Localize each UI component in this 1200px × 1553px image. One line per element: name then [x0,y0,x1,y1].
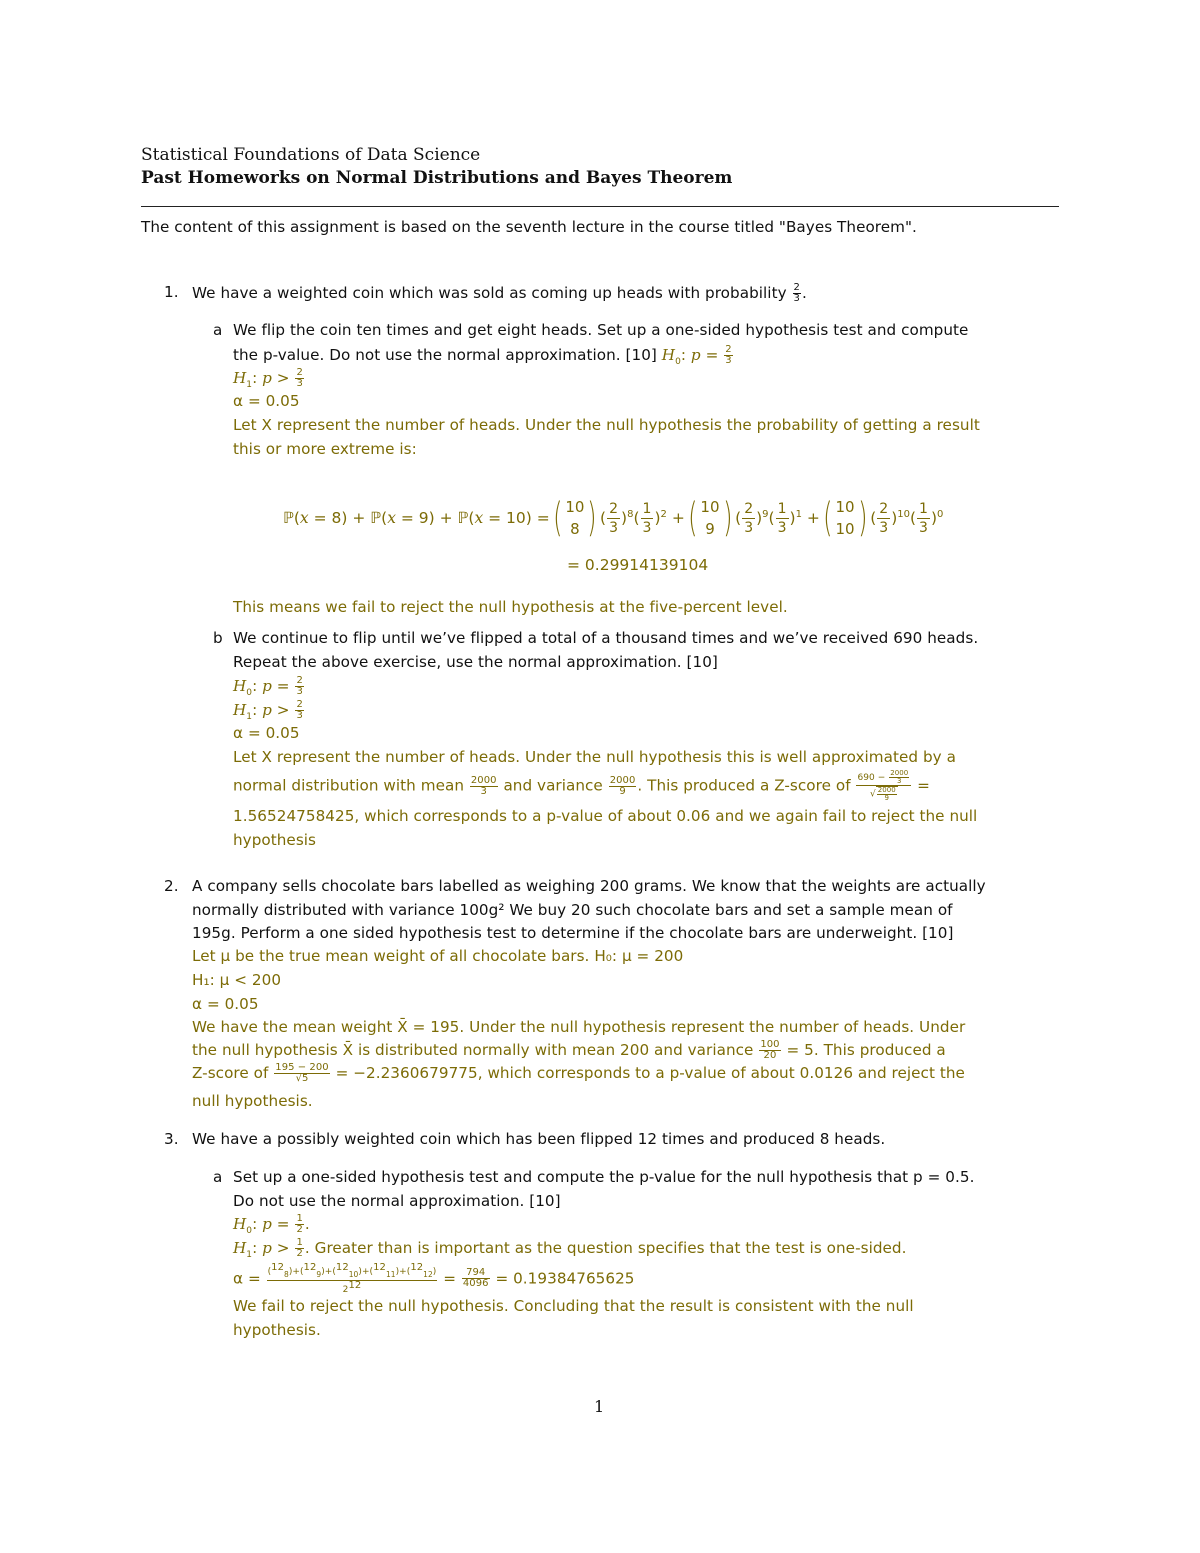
q1a-let-line2: this or more extreme is: [233,440,417,458]
q1b-let-line1: Let X represent the number of heads. Under the null hypothesis this is well approximated by a [233,748,956,766]
assignment-title: Past Homeworks on Normal Distributions and Bayes Theorem [141,168,733,188]
q2-answer-alpha: α = 0.05 [192,995,259,1013]
q2-answer-line1: Let μ be the true mean weight of all chocolate bars. H₀: μ = 200 [192,947,684,965]
q2-number: 2. [164,877,179,895]
q1a-result: = 0.29914139104 [567,556,709,574]
q1a-conclusion: This means we fail to reject the null hypothesis at the five-percent level. [233,598,788,616]
q2-answer-line7: null hypothesis. [192,1092,313,1110]
q2-line2: normally distributed with variance 100g² We buy 20 such chocolate bars and set a sample mean of [192,901,953,919]
q1a-h1: $H_1$: p > $\frac{2}{3}$ [233,367,303,391]
q3a-h1: $H_1$: p > $\frac{1}{2}$ . Greater than is important as the question specifies that the test is one-sided. [233,1237,907,1261]
q1b-h0: $H_0$: p = $\frac{2}{3}$ [233,675,303,699]
q3a-conclusion-line2: hypothesis. [233,1321,321,1339]
q3a-label: a [213,1168,223,1186]
course-title: Statistical Foundations of Data Science [141,145,481,165]
q2-line3: 195g. Perform a one sided hypothesis test to determine if the chocolate bars are underweight. [10] [192,924,954,942]
q3a-text-line2: Do not use the normal approximation. [10] [233,1192,561,1210]
q1a-probability-equation: ℙ(x = 8) + ℙ(x = 9) + ℙ(x = 10) = ( 10 8 ) ( 2 3 )$^8$( 1 3 )$^2$ + ( 10 9 ) ( 2 3 )$^9$( 1 3 )$^1$ + ( 10 10 ) ( 2 3 )$^{10}$( 1 3 )$^0$ [283,495,944,541]
q1b-let-line3: 1.56524758425, which corresponds to a p-value of about 0.06 and we again fail to reject the null [233,807,978,825]
q2-answer-line4: We have the mean weight X̄ = 195. Under the null hypothesis represent the number of heads. Under [192,1018,966,1036]
q3a-h0: $H_0$: p = $\frac{1}{2}$ . [233,1213,310,1237]
q3-text: We have a possibly weighted coin which has been flipped 12 times and produced 8 heads. [192,1130,886,1148]
q3a-conclusion-line1: We fail to reject the null hypothesis. Concluding that the result is consistent with the null [233,1297,914,1315]
q1b-text-line1: We continue to flip until we’ve flipped a total of a thousand times and we’ve received 690 heads. [233,629,979,647]
q1b-alpha: α = 0.05 [233,724,300,742]
q1a-text-line1: We flip the coin ten times and get eight heads. Set up a one-sided hypothesis test and compute [233,321,969,339]
q1b-label: b [213,629,223,647]
q1-text: We have a weighted coin which was sold as coming up heads with probability $\frac{2}{3}$ . [192,282,807,304]
q2-answer-line6: Z-score of $\frac{195 - 200}{√5}$ = −2.2360679775, which corresponds to a p-value of about 0.0126 and reject the [192,1062,965,1084]
q1b-text-line2: Repeat the above exercise, use the normal approximation. [10] [233,653,718,671]
q1a-alpha: α = 0.05 [233,392,300,410]
q1a-text-line2: the p-value. Do not use the normal approximation. [10] $H_0$: p = $\frac{2}{3}$ [233,344,732,368]
q2-line1: A company sells chocolate bars labelled as weighing 200 grams. We know that the weights are actually [192,877,986,895]
intro-text: The content of this assignment is based on the seventh lecture in the course titled "Bayes Theorem". [141,218,917,236]
q2-answer-line5: the null hypothesis X̄ is distributed normally with mean 200 and variance $\frac{100}{20}$ = 5. This produced a [192,1039,946,1061]
q1a-label: a [213,321,223,339]
page-number: 1 [594,1397,605,1416]
header-rule [141,206,1059,207]
q3a-text-line1: Set up a one-sided hypothesis test and compute the p-value for the null hypothesis that p = 0.5. [233,1168,975,1186]
q3a-alpha-equation: α = $\frac{(^{12}_8)+(^{12}_9)+(^{12}_{10})+(^{12}_{11})+(^{12}_{12})}{2^{12}}$ = $\frac{794}{4096}$ = 0.19384765625 [233,1262,635,1295]
q3-number: 3. [164,1130,179,1148]
q1b-h1: $H_1$: p > $\frac{2}{3}$ [233,699,303,723]
q1-number: 1. [164,283,179,301]
q1a-let-line1: Let X represent the number of heads. Under the null hypothesis the probability of getting a result [233,416,980,434]
q1b-let-line4: hypothesis [233,831,317,849]
q1b-let-line2: normal distribution with mean $\frac{2000}{3}$ and variance $\frac{2000}{9}$ . This produced a Z-score of 690 − $\frac{2000}{3}$ √ $\frac{2000}{9}$ = [233,769,930,802]
q2-answer-h1: H₁: μ < 200 [192,971,282,989]
